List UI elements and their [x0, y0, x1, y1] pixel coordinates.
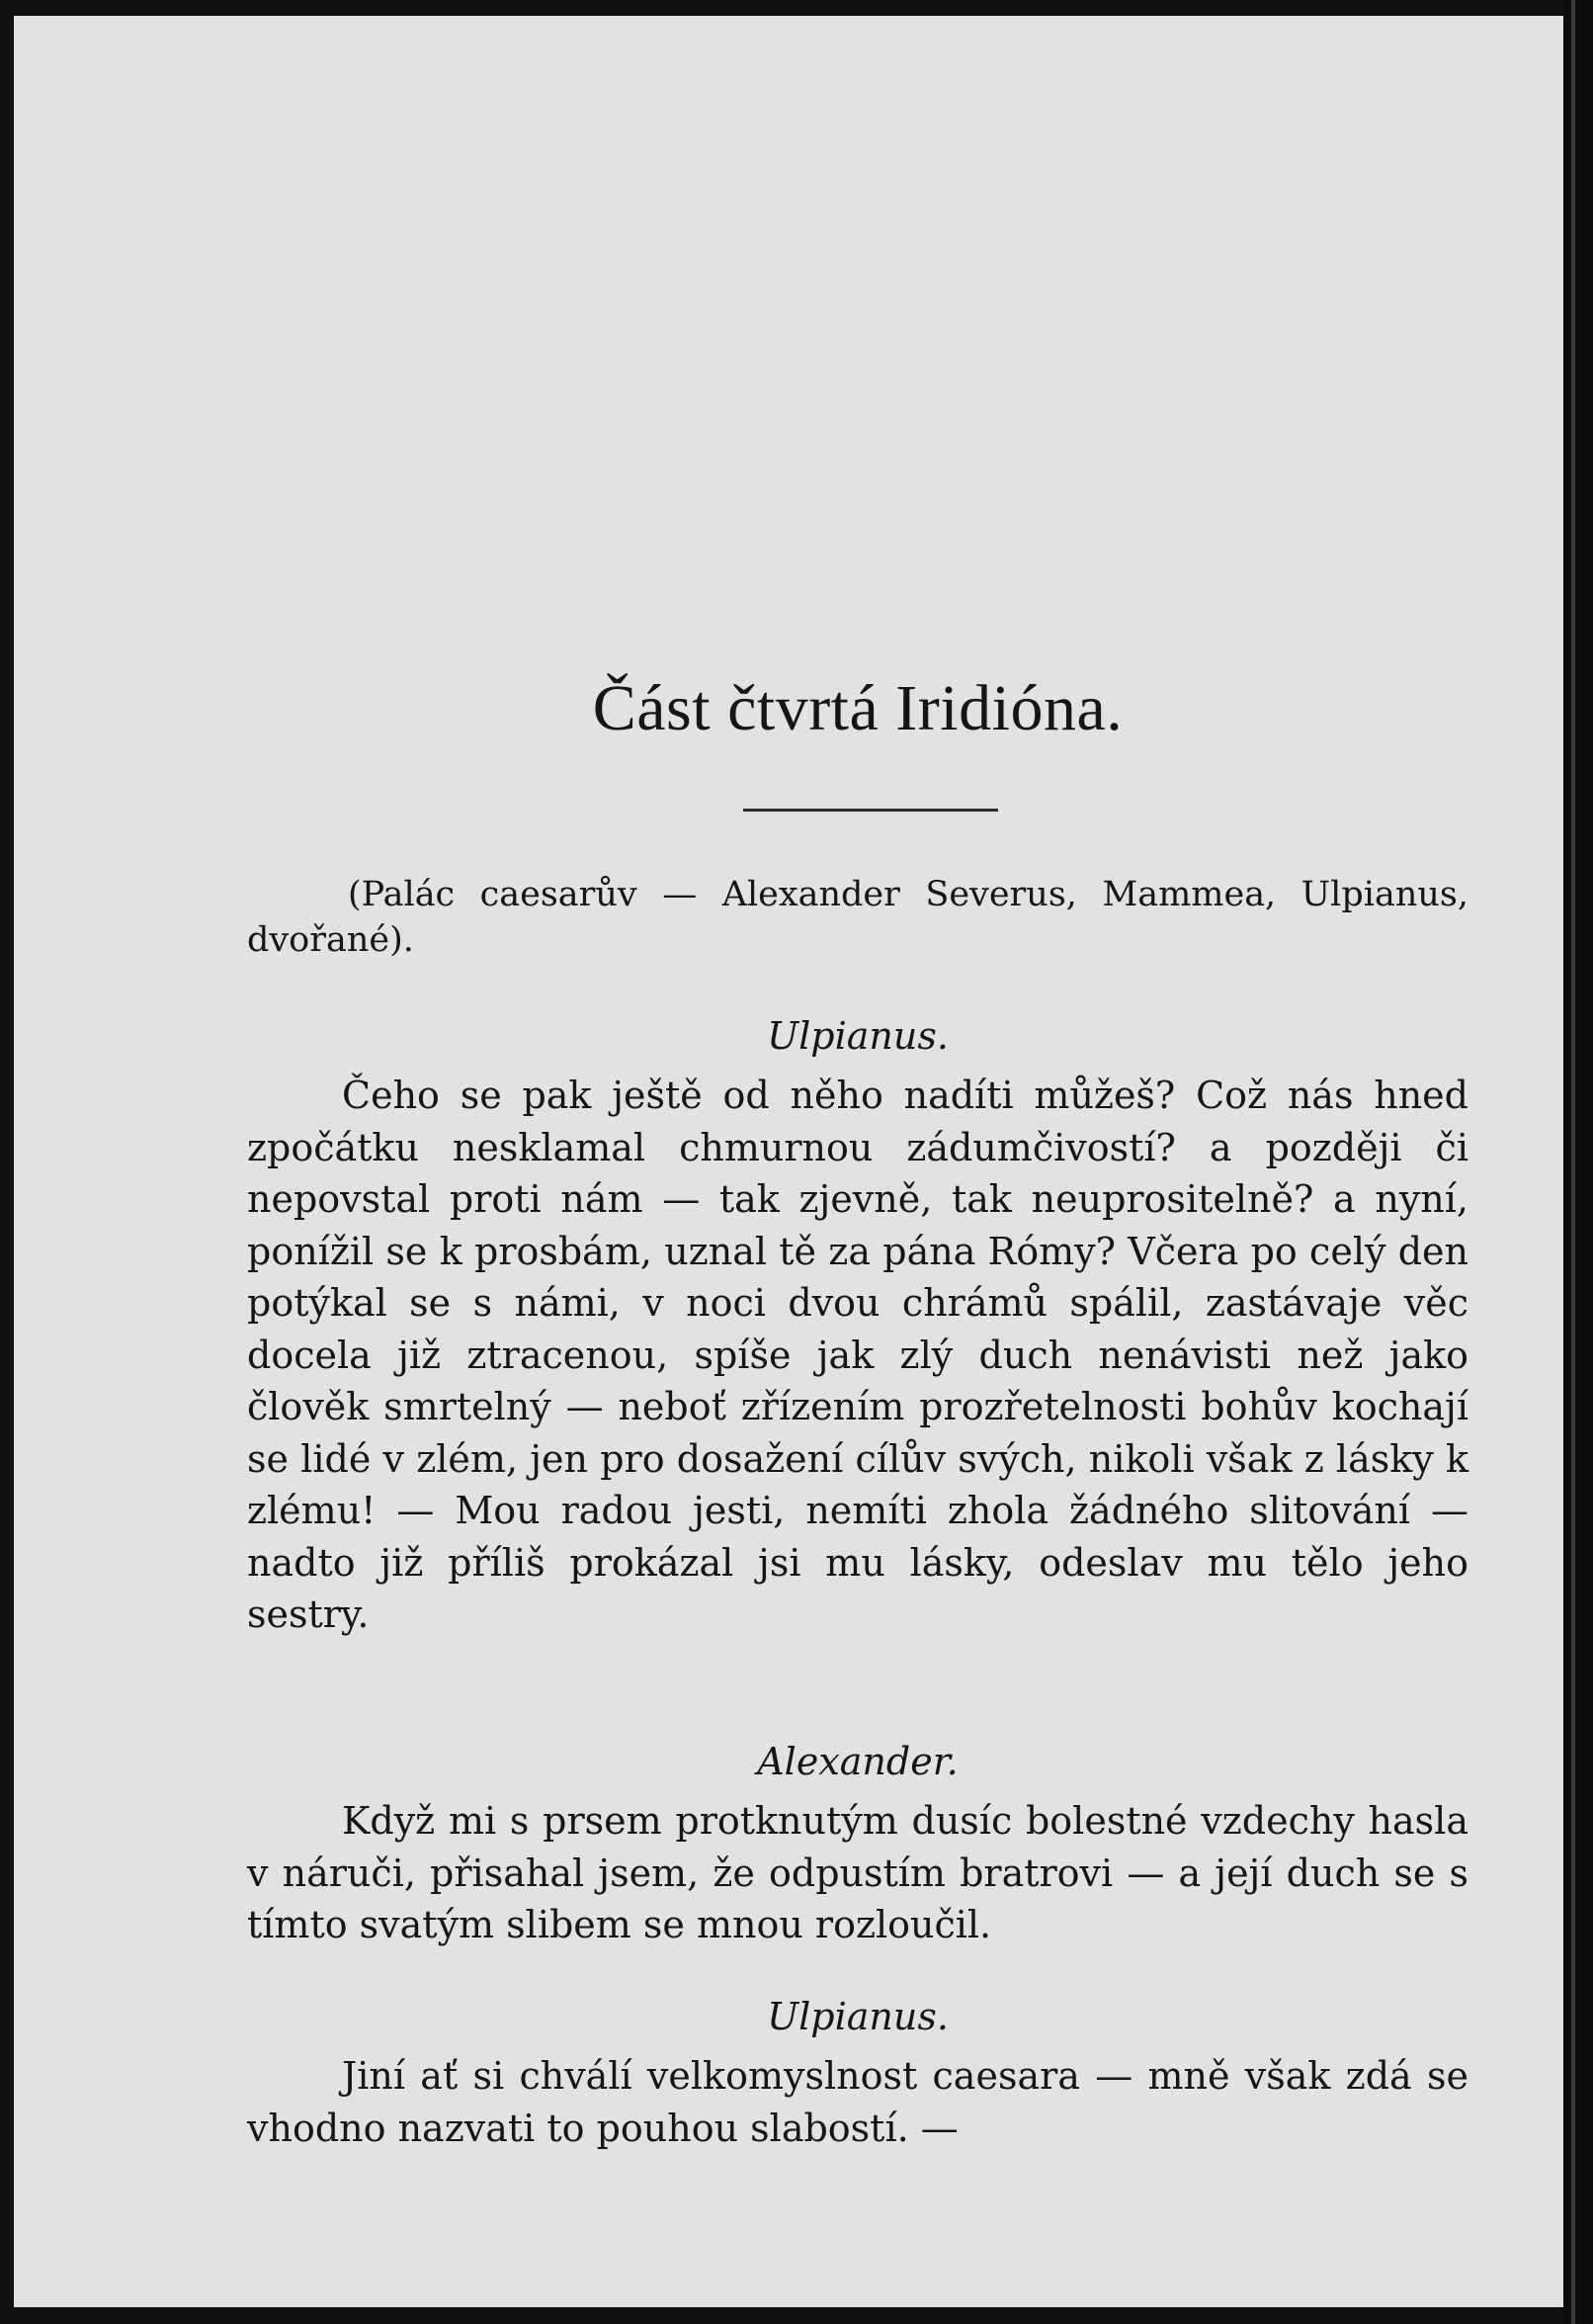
speech-paragraph: Čeho se pak ještě od něho nadíti můžeš? Což nás hned zpočátku nesklamal chmurnou zádumčivostí? a později či nepovstal proti nám — tak zjevně, tak neuprositelně? a nyní, ponížil se k prosbám, uznal tě za pána Rómy? Včera po celý den potýkal se s námi, v noci dvou chrámů spálil, zastávaje věc docela již ztracenou, spíše jak zlý duch nenávisti než jako člověk smrtelný — neboť zřízením prozřetelnosti bohův kochají se lidé v zlém, jen pro dosažení cílův svých, nikoli však z lásky k zlému! — Mou radou jesti, nemíti zhola žádného slitování — nadto již příliš prokázal jsi mu lásky, odeslav mu tělo jeho sestry. — [247, 1074, 1468, 1636]
stage-direction: (Palác caesarův — Alexander Severus, Mammea, Ulpianus, dvořané). — [247, 875, 1468, 960]
chapter-title: Část čtvrtá Iridióna. — [592, 672, 1124, 744]
speech-paragraph: Když mi s prsem protknutým dusíc bolestné vzdechy hasla v náruči, přisahal jsem, že odpustím bratrovi — a její duch se s tímto svatým slibem se mnou rozloučil. — [247, 1799, 1468, 1946]
scan-edge — [1563, 0, 1593, 2324]
speech-paragraph: Jiní ať si chválí velkomyslnost caesara — mně však zdá se vhodno nazvati to pouhou slabostí. — — [247, 2054, 1468, 2150]
scan-edge-line — [1571, 0, 1575, 2324]
speaker-name: Alexander. — [757, 1740, 959, 1783]
book-page — [14, 16, 1563, 2307]
speaker-name: Ulpianus. — [767, 1014, 949, 1058]
title-divider — [743, 809, 998, 812]
speaker-name: Ulpianus. — [767, 1995, 949, 2038]
